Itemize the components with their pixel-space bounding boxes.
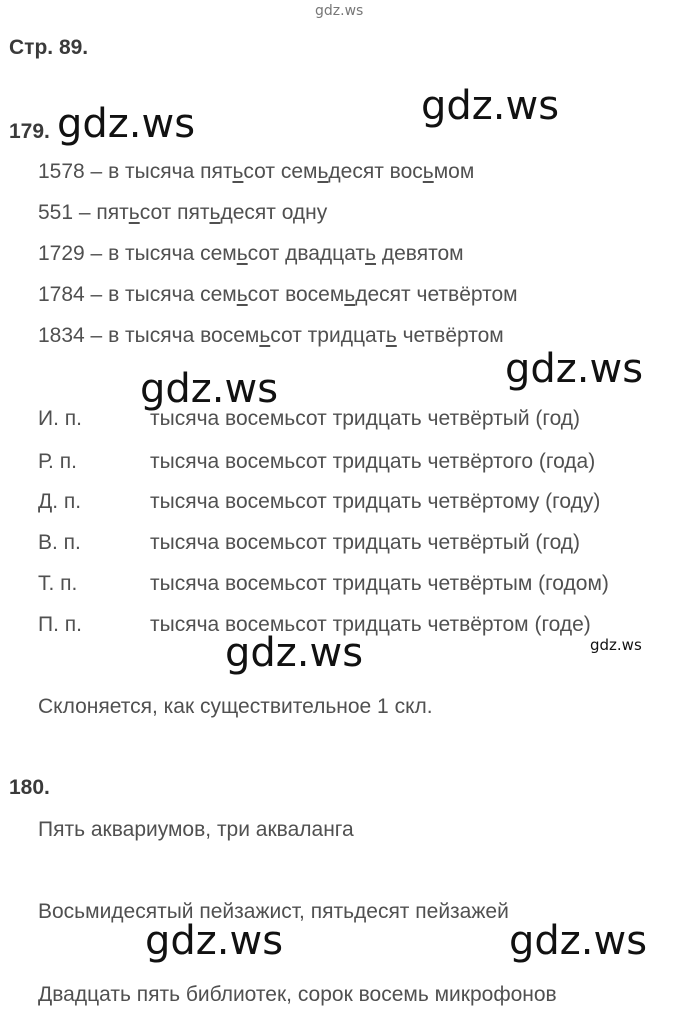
underlined-soft-sign: ь <box>209 201 221 224</box>
case-name: И. п. <box>38 407 82 430</box>
exercise-180-line: Восьмидесятый пейзажист, пятьдесят пейзажей <box>38 900 509 923</box>
watermark: gdz.ws <box>505 346 644 392</box>
header-watermark: gdz.ws <box>315 3 364 19</box>
case-form: тысяча восемьсот тридцать четвёртый (год) <box>150 531 581 554</box>
watermark: gdz.ws <box>145 918 284 964</box>
underlined-soft-sign: ь <box>344 283 356 306</box>
numeral-text: сот пят <box>139 201 210 224</box>
case-name: Р. п. <box>38 450 77 473</box>
case-form: тысяча восемьсот тридцать четвёртым (годом) <box>150 572 609 595</box>
watermark: gdz.ws <box>140 366 279 412</box>
case-form: тысяча восемьсот тридцать четвёртому (году) <box>150 490 601 513</box>
underlined-soft-sign: ь <box>236 242 248 265</box>
numeral-text: мом <box>433 160 475 183</box>
numeral-text: десят одну <box>220 201 328 224</box>
numeral-line <box>38 242 464 266</box>
watermark: gdz.ws <box>509 918 648 964</box>
underlined-soft-sign: ь <box>128 201 140 224</box>
underlined-soft-sign: ь <box>317 160 329 183</box>
numeral-line <box>38 283 518 307</box>
watermark: gdz.ws <box>590 636 642 654</box>
case-name: П. п. <box>38 613 82 636</box>
case-form: тысяча восемьсот тридцать четвёртый (год) <box>150 407 581 430</box>
case-name: Д. п. <box>38 490 82 513</box>
numeral-text: девятом <box>376 242 464 265</box>
numeral-text: 1784 – в тысяча сем <box>38 283 237 306</box>
case-form: тысяча восемьсот тридцать четвёртого (года) <box>150 450 596 473</box>
underlined-soft-sign: ь <box>236 283 248 306</box>
numeral-line <box>38 201 327 225</box>
underlined-soft-sign: ь <box>385 324 397 347</box>
numeral-text: четвёртом <box>396 324 504 347</box>
watermark: gdz.ws <box>57 101 196 147</box>
exercise-179-number: 179. <box>9 120 50 143</box>
watermark: gdz.ws <box>225 630 364 676</box>
numeral-text: 1578 – в тысяча пят <box>38 160 233 183</box>
exercise-180-line: Пять аквариумов, три акваланга <box>38 818 354 841</box>
numeral-line <box>38 324 504 348</box>
case-name: В. п. <box>38 531 81 554</box>
numeral-text: сот тридцат <box>270 324 386 347</box>
underlined-soft-sign: ь <box>232 160 244 183</box>
underlined-soft-sign: ь <box>259 324 271 347</box>
numeral-text: сот двадцат <box>247 242 366 265</box>
numeral-text: 551 – пят <box>38 201 129 224</box>
numeral-text: 1834 – в тысяча восем <box>38 324 260 347</box>
exercise-180-line: Двадцать пять библиотек, сорок восемь микрофонов <box>38 983 557 1006</box>
numeral-line <box>38 160 474 184</box>
underlined-soft-sign: ь <box>422 160 434 183</box>
case-name: Т. п. <box>38 572 78 595</box>
page-reference: Стр. 89. <box>9 36 89 59</box>
numeral-text: десят вос <box>328 160 423 183</box>
case-form: тысяча восемьсот тридцать четвёртом (годе) <box>150 613 591 636</box>
numeral-text: сот сем <box>243 160 318 183</box>
numeral-text: 1729 – в тысяча сем <box>38 242 237 265</box>
underlined-soft-sign: ь <box>365 242 377 265</box>
numeral-text: сот восем <box>247 283 345 306</box>
exercise-180-number: 180. <box>9 776 50 799</box>
numeral-text: десят четвёртом <box>355 283 518 306</box>
exercise-179-note: Склоняется, как существительное 1 скл. <box>38 695 433 718</box>
watermark: gdz.ws <box>421 83 560 129</box>
